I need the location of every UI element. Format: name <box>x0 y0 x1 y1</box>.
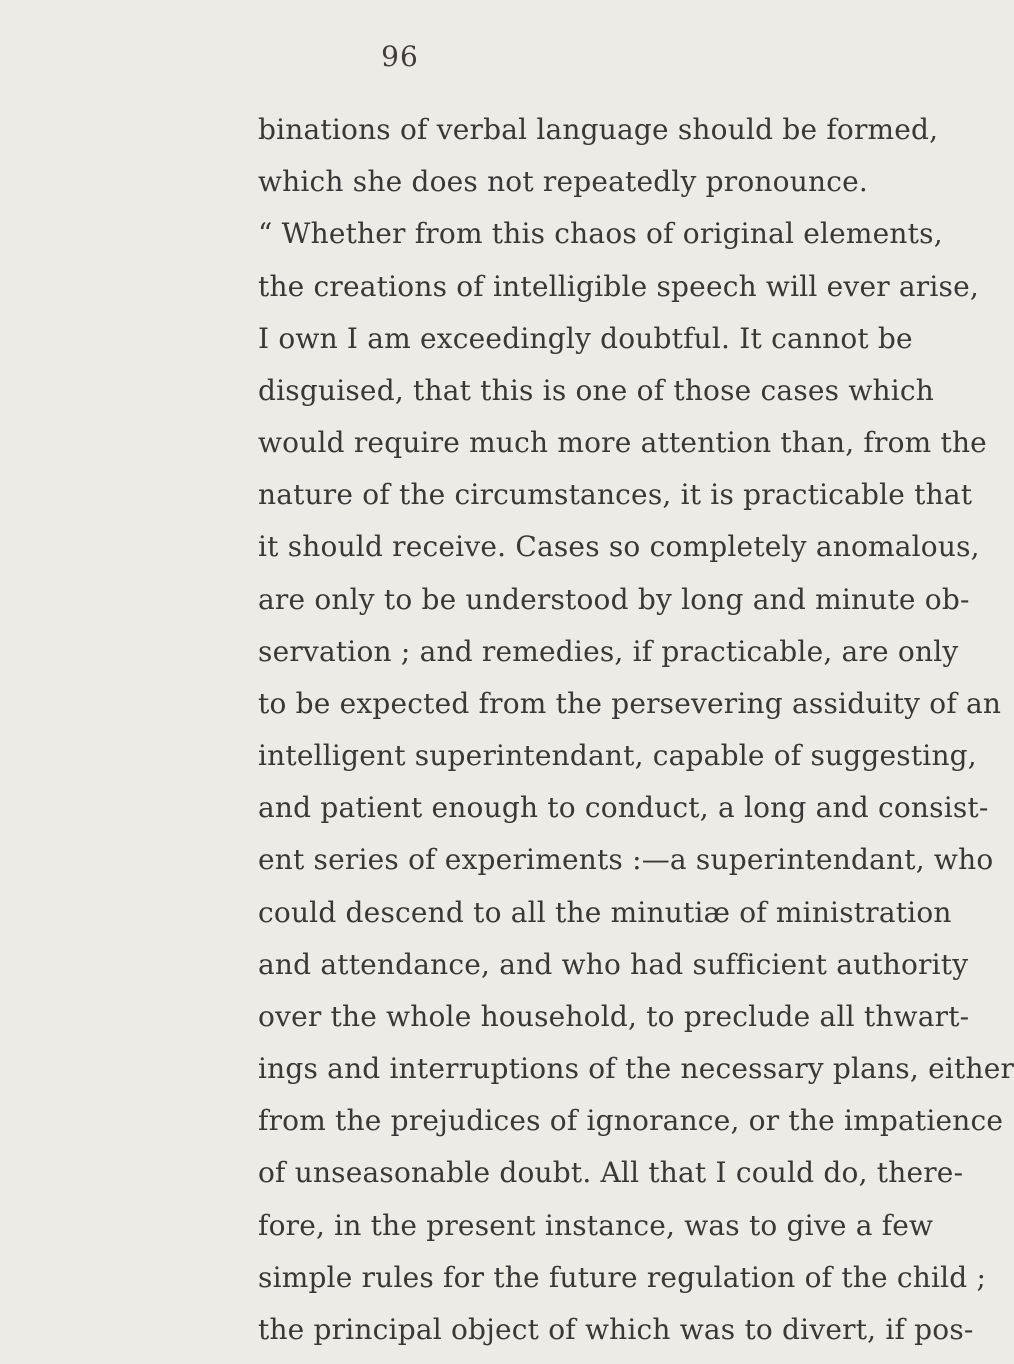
text-line: over the whole household, to preclude all thwart- <box>258 1000 970 1033</box>
text-line: fore, in the present instance, was to give a few <box>258 1209 934 1242</box>
page-number: 96 <box>381 40 419 73</box>
text-line: nature of the circumstances, it is practicable that <box>258 478 973 511</box>
text-line: of unseasonable doubt. All that I could do, there- <box>258 1156 964 1189</box>
text-line: would require much more attention than, from the <box>258 426 987 459</box>
text-line: from the prejudices of ignorance, or the impatience <box>258 1104 1004 1137</box>
text-line: ings and interruptions of the necessary plans, either <box>258 1052 1014 1085</box>
text-line: to be expected from the persevering assiduity of an <box>258 687 1002 720</box>
text-line: and patient enough to conduct, a long and consist- <box>258 791 989 824</box>
text-line: disguised, that this is one of those cases which <box>258 374 935 407</box>
text-line: it should receive. Cases so completely anomalous, <box>258 530 980 563</box>
text-line: I own I am exceedingly doubtful. It cannot be <box>258 322 913 355</box>
text-line: the principal object of which was to divert, if pos- <box>258 1313 974 1346</box>
text-line: intelligent superintendant, capable of suggesting, <box>258 739 977 772</box>
text-line: the creations of intelligible speech will ever arise, <box>258 270 979 303</box>
text-line: ent series of experiments :—a superintendant, who <box>258 843 994 876</box>
text-line: servation ; and remedies, if practicable, are only <box>258 635 959 668</box>
text-line: are only to be understood by long and minute ob- <box>258 583 970 616</box>
text-line: which she does not repeatedly pronounce. <box>258 165 868 198</box>
text-line: binations of verbal language should be formed, <box>258 113 939 146</box>
text-line: and attendance, and who had sufficient authority <box>258 948 969 981</box>
text-line: simple rules for the future regulation of the child ; <box>258 1261 987 1294</box>
text-line: “ Whether from this chaos of original elements, <box>258 217 943 250</box>
text-line: could descend to all the minutiæ of ministration <box>258 896 952 929</box>
